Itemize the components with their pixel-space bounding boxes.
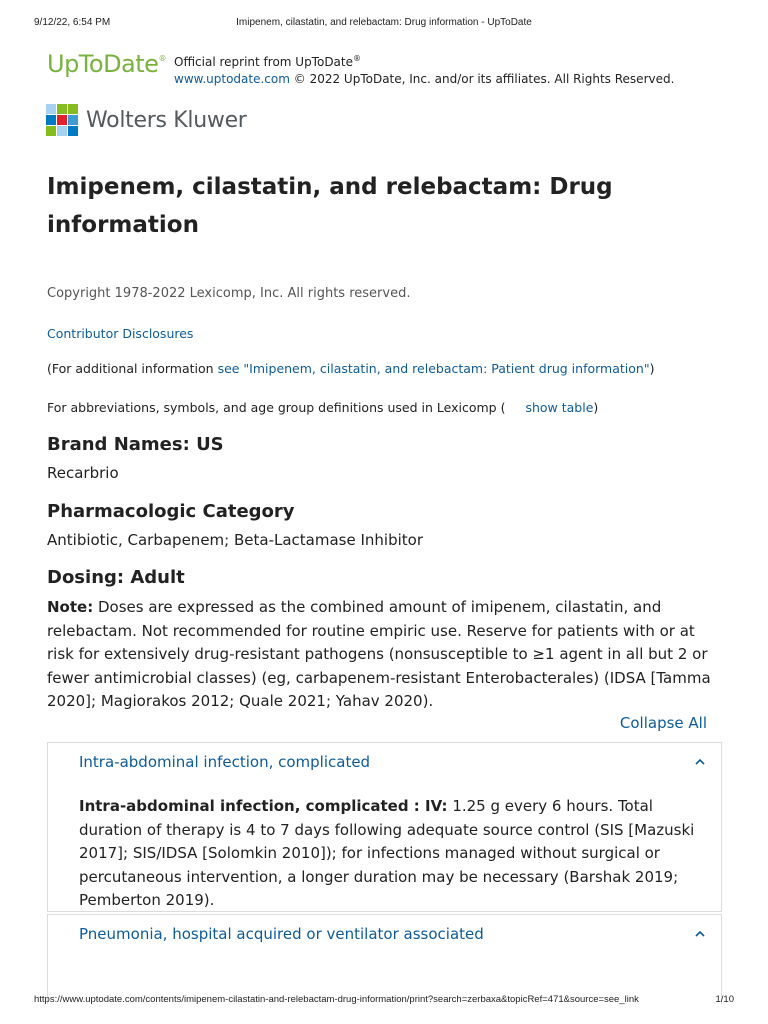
page-number: 1/10 — [715, 994, 734, 1005]
print-datetime: 9/12/22, 6:54 PM — [34, 17, 111, 28]
print-url: https://www.uptodate.com/contents/imipenem-cilastatin-and-relebactam-drug-information/print?search=zerbaxa&topicRef=471&source=see_link — [34, 994, 639, 1005]
accordion-header[interactable]: Intra-abdominal infection, complicated — [79, 753, 371, 771]
lexicomp-copyright: Copyright 1978-2022 Lexicomp, Inc. All rights reserved. — [47, 286, 411, 301]
brand-names-value: Recarbrio — [47, 464, 119, 482]
reprint-notice — [174, 50, 674, 88]
chevron-up-icon[interactable] — [693, 755, 707, 769]
accordion-body: Intra-abdominal infection, complicated : IV: 1.25 g every 6 hours. Total duration of therapy is 4 to 7 days following adequate source control (SIS [Mazuski 2017]; SIS/IDSA [Solomkin 2010]); for infections managed without surgical or percutaneous intervention, a longer duration may be necessary (Barshak 2019; Pemberton 2019). — [79, 797, 695, 909]
wolters-kluwer-logo-icon — [46, 104, 78, 136]
wolters-kluwer-logo — [46, 104, 247, 136]
accordion-pneumonia — [47, 914, 722, 1004]
print-doc-title: Imipenem, cilastatin, and relebactam: Drug information - UpToDate — [236, 17, 532, 28]
patient-drug-info-link[interactable]: see "Imipenem, cilastatin, and relebactam: Patient drug information" — [217, 361, 650, 376]
dosing-adult-heading: Dosing: Adult — [47, 567, 185, 588]
chevron-up-icon[interactable] — [693, 927, 707, 941]
show-table-link[interactable]: show table — [525, 400, 594, 415]
copyright-line: © 2022 UpToDate, Inc. and/or its affiliates. All Rights Reserved. — [289, 72, 675, 86]
page-title: Imipenem, cilastatin, and relebactam: Drug information — [47, 174, 613, 238]
uptodate-logo: UpToDate® — [47, 50, 166, 78]
reprint-line: Official reprint from UpToDate — [174, 55, 353, 69]
additional-info-line: (For additional information see "Imipenem, cilastatin, and relebactam: Patient drug information") — [47, 361, 655, 376]
wolters-kluwer-wordmark: Wolters Kluwer — [86, 107, 247, 133]
dosing-note: Note: Doses are expressed as the combined amount of imipenem, cilastatin, and relebactam. Not recommended for routine empiric use. Reserve for patients with or at risk for extensively drug-resistant pathogens (nonsusceptible to ≥1 agent in all but 2 or fewer antimicrobial classes) (eg, carbapenem-resistant Enterobacterales) (IDSA [Tamma 2020]; Magiorakos 2012; Quale 2021; Yahav 2020). — [47, 598, 711, 710]
brand-row — [47, 48, 727, 88]
print-header — [34, 17, 734, 31]
abbreviations-line: For abbreviations, symbols, and age group definitions used in Lexicomp ( show table) — [47, 400, 599, 415]
registered-mark: ® — [353, 54, 361, 63]
contributor-disclosures-link[interactable]: Contributor Disclosures — [47, 326, 194, 341]
collapse-all-button[interactable]: Collapse All — [619, 714, 707, 732]
site-link[interactable]: www.uptodate.com — [174, 72, 290, 86]
pharm-category-heading: Pharmacologic Category — [47, 501, 295, 522]
brand-names-heading: Brand Names: US — [47, 434, 224, 455]
pharm-category-value: Antibiotic, Carbapenem; Beta-Lactamase Inhibitor — [47, 531, 423, 549]
accordion-header[interactable]: Pneumonia, hospital acquired or ventilator associated — [79, 925, 484, 943]
accordion-intra-abdominal — [47, 742, 722, 912]
